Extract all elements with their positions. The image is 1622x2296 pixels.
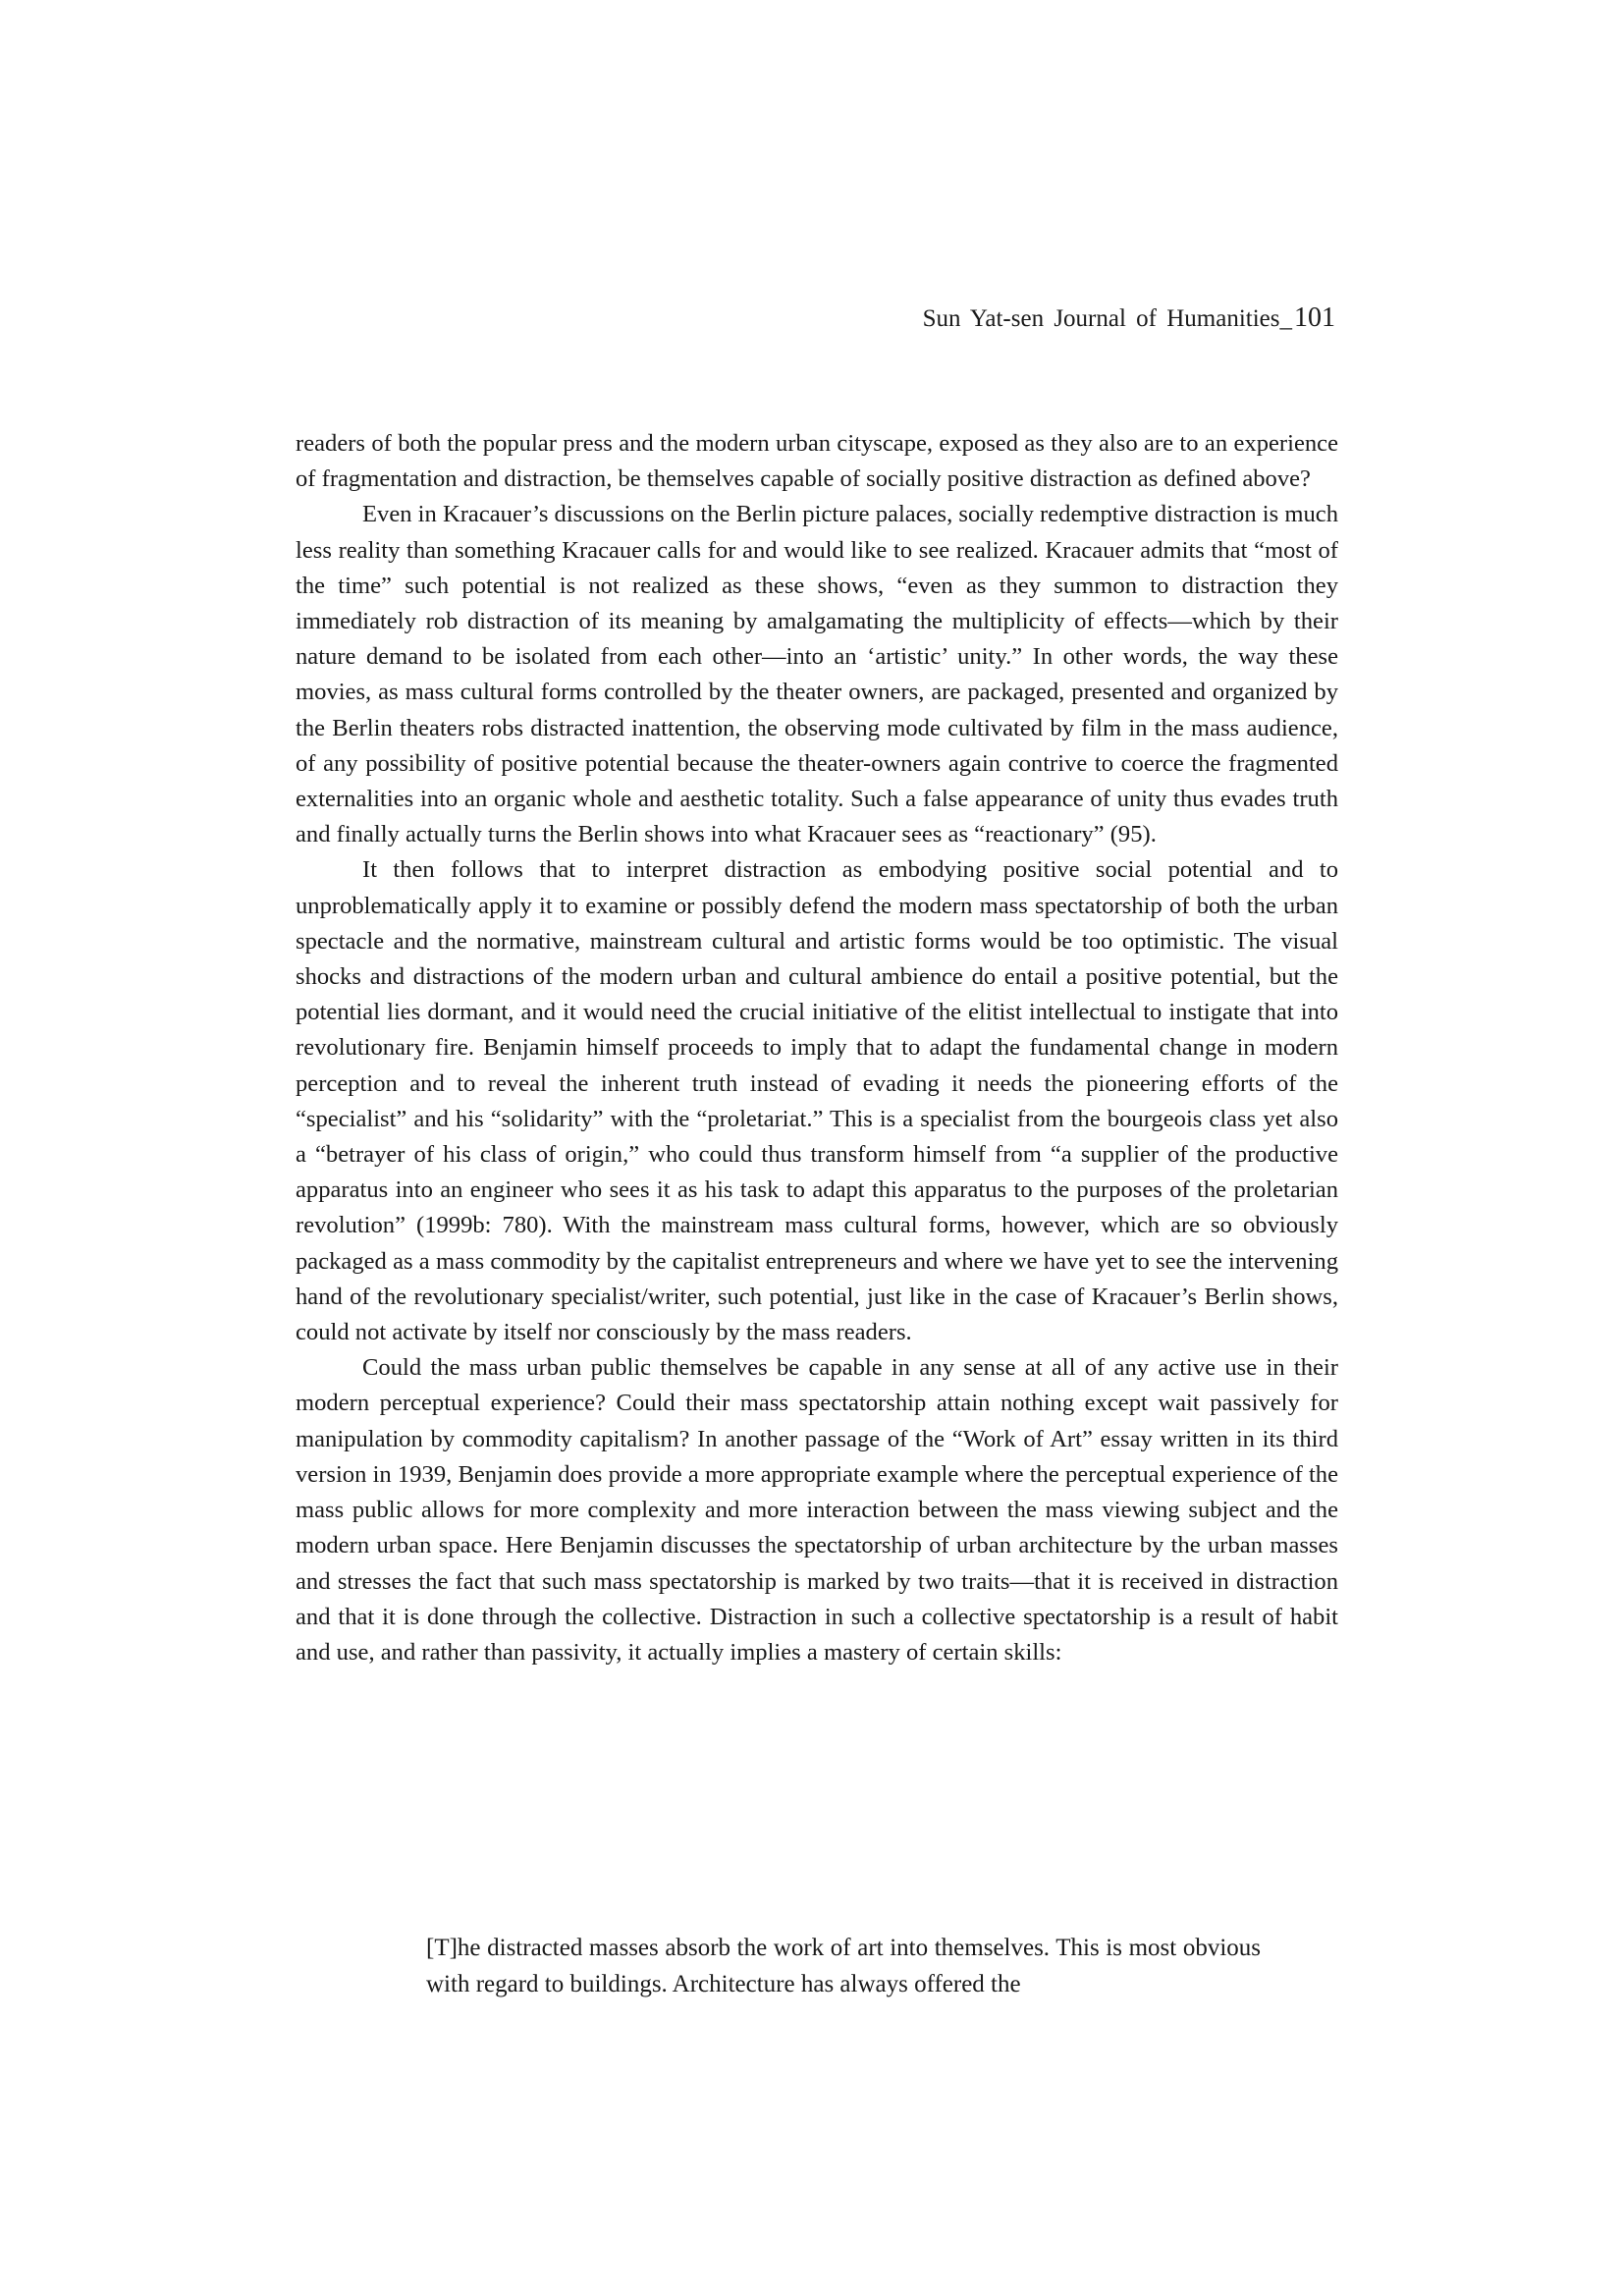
body-text bbox=[296, 426, 1338, 1670]
running-header bbox=[884, 302, 1335, 335]
page-number: 101 bbox=[1294, 302, 1335, 333]
journal-title: Sun Yat-sen Journal of Humanities_ bbox=[922, 305, 1292, 332]
paragraph: Could the mass urban public themselves be capable in any sense at all of any active use in their modern perceptual experience? Could their mass spectatorship attain nothing except wait passively for manipulation by commodity capitalism? In another passage of the “Work of Art” essay written in its third version in 1939, Benjamin does provide a more appropriate example where the perceptual experience of the mass public allows for more complexity and more interaction between the mass viewing subject and the modern urban space. Here Benjamin discusses the spectatorship of urban architecture by the urban masses and stresses the fact that such mass spectatorship is marked by two traits—that it is received in distraction and that it is done through the collective. Distraction in such a collective spectatorship is a result of habit and use, and rather than passivity, it actually implies a mastery of certain skills: bbox=[296, 1354, 1338, 1666]
paragraph-continuation: readers of both the popular press and the modern urban cityscape, exposed as they also are to an experience of fragmentation and distraction, be themselves capable of socially positive distraction as defined above? bbox=[296, 430, 1338, 493]
paragraph: Even in Kracauer’s discussions on the Berlin picture palaces, socially redemptive distraction is much less reality than something Kracauer calls for and would like to see realized. Kracauer admits that “most of the time” such potential is not realized as these shows, “even as they summon to distraction they immediately rob distraction of its meaning by amalgamating the multiplicity of effects—which by their nature demand to be isolated from each other—into an ‘artistic’ unity.” In other words, the way these movies, as mass cultural forms controlled by the theater owners, are packaged, presented and organized by the Berlin theaters robs distracted inattention, the observing mode cultivated by film in the mass audience, of any possibility of positive potential because the theater-owners again contrive to coerce the fragmented externalities into an organic whole and aesthetic totality. Such a false appearance of unity thus evades truth and finally actually turns the Berlin shows into what Kracauer sees as “reactionary” (95). bbox=[296, 501, 1338, 848]
paragraph: It then follows that to interpret distraction as embodying positive social potential and to unproblematically apply it to examine or possibly defend the modern mass spectatorship of both the urban spectacle and the normative, mainstream cultural and artistic forms would be too optimistic. The visual shocks and distractions of the modern urban and cultural ambience do entail a positive potential, but the potential lies dormant, and it would need the crucial initiative of the elitist intellectual to instigate that into revolutionary fire. Benjamin himself proceeds to imply that to adapt the fundamental change in modern perception and to reveal the inherent truth instead of evading it needs the pioneering efforts of the “specialist” and his “solidarity” with the “proletariat.” This is a specialist from the bourgeois class yet also a “betrayer of his class of origin,” who could thus transform himself from “a supplier of the productive apparatus into an engineer who sees it as his task to adapt this apparatus to the purposes of the proletarian revolution” (1999b: 780). With the mainstream mass cultural forms, however, which are so obviously packaged as a mass commodity by the capitalist entrepreneurs and where we have yet to see the intervening hand of the revolutionary specialist/writer, such potential, just like in the case of Kracauer’s Berlin shows, could not activate by itself nor consciously by the mass readers. bbox=[296, 856, 1338, 1346]
block-quote: [T]he distracted masses absorb the work of art into themselves. This is most obvious with regard to buildings. Architecture has always offered the bbox=[426, 1935, 1261, 1997]
